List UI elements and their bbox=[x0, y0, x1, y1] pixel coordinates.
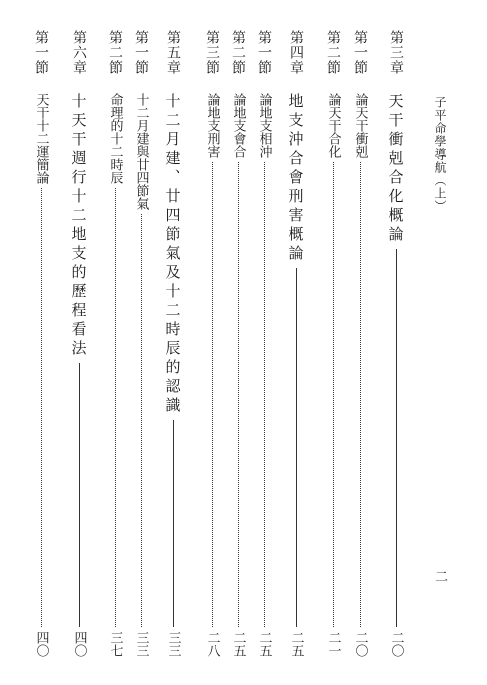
entry-heading: 第一節 bbox=[33, 30, 49, 75]
entry-title: 論地支刑害 bbox=[204, 93, 220, 158]
entry-page-number: 二〇 bbox=[388, 631, 404, 657]
leader-dots bbox=[41, 188, 42, 627]
entry-title: 命理的十二時辰 bbox=[107, 93, 123, 184]
entry-page-number: 四〇 bbox=[33, 631, 49, 657]
leader-dots bbox=[212, 162, 213, 627]
entry-page-number: 三三 bbox=[165, 631, 181, 657]
entry-heading: 第四章 bbox=[288, 30, 304, 75]
entry-title: 十二月建、廿四節氣及十二時辰的認識 bbox=[163, 93, 182, 416]
entry-title: 天干十二運簡論 bbox=[33, 93, 49, 184]
entry-title: 論地支會合 bbox=[230, 93, 246, 158]
entry-page-number: 二五 bbox=[256, 631, 272, 657]
entry-heading: 第三章 bbox=[388, 30, 404, 75]
entry-page-number: 二〇 bbox=[352, 631, 368, 657]
entry-heading: 第二節 bbox=[230, 30, 246, 75]
toc-section-entry bbox=[29, 30, 53, 657]
toc-section-entry bbox=[321, 30, 345, 657]
entry-page-number: 二五 bbox=[288, 631, 304, 657]
leader-line bbox=[173, 420, 174, 627]
entry-heading: 第一節 bbox=[133, 30, 149, 75]
entry-page-number: 二八 bbox=[204, 631, 220, 657]
entry-page-number: 二一 bbox=[325, 631, 341, 657]
toc-section-entry bbox=[200, 30, 224, 657]
entry-heading: 第一節 bbox=[256, 30, 272, 75]
toc-section-entry bbox=[103, 30, 127, 657]
entry-title: 地支沖合會刑害概論 bbox=[286, 93, 305, 264]
leader-dots bbox=[264, 162, 265, 627]
toc-section-entry bbox=[252, 30, 276, 657]
entry-heading: 第三節 bbox=[204, 30, 220, 75]
entry-heading: 第六章 bbox=[71, 30, 87, 75]
entry-heading: 第一節 bbox=[352, 30, 368, 75]
toc-chapter-entry bbox=[284, 30, 308, 657]
running-head: 子平命學導航（上） bbox=[433, 96, 447, 213]
toc-section-entry bbox=[226, 30, 250, 657]
toc-section-entry bbox=[348, 30, 372, 657]
leader-dots bbox=[360, 162, 361, 627]
entry-title: 論地支相沖 bbox=[256, 93, 272, 158]
leader-dots bbox=[333, 162, 334, 627]
toc-chapter-entry bbox=[161, 30, 185, 657]
leader-dots bbox=[115, 188, 116, 627]
entry-heading: 第五章 bbox=[165, 30, 181, 75]
leader-line bbox=[79, 363, 80, 627]
entry-page-number: 三三 bbox=[133, 631, 149, 657]
entry-page-number: 二五 bbox=[230, 631, 246, 657]
entry-title: 天干衝剋合化概論 bbox=[386, 93, 405, 245]
entry-page-number: 四〇 bbox=[71, 631, 87, 657]
leader-line bbox=[396, 249, 397, 627]
page-number: 二 bbox=[435, 570, 449, 585]
entry-title: 十二月建與廿四節氣 bbox=[133, 93, 149, 210]
entry-title: 論天干衝剋 bbox=[352, 93, 368, 158]
entry-title: 論天干合化 bbox=[325, 93, 341, 158]
entry-heading: 第二節 bbox=[107, 30, 123, 75]
leader-dots bbox=[141, 214, 142, 627]
leader-line bbox=[296, 268, 297, 627]
entry-title: 十天干週行十二地支的歷程看法 bbox=[69, 93, 88, 359]
entry-heading: 第二節 bbox=[325, 30, 341, 75]
toc-chapter-entry bbox=[384, 30, 408, 657]
entry-page-number: 三七 bbox=[107, 631, 123, 657]
toc-chapter-entry bbox=[67, 30, 91, 657]
leader-dots bbox=[238, 162, 239, 627]
toc-section-entry bbox=[129, 30, 153, 657]
